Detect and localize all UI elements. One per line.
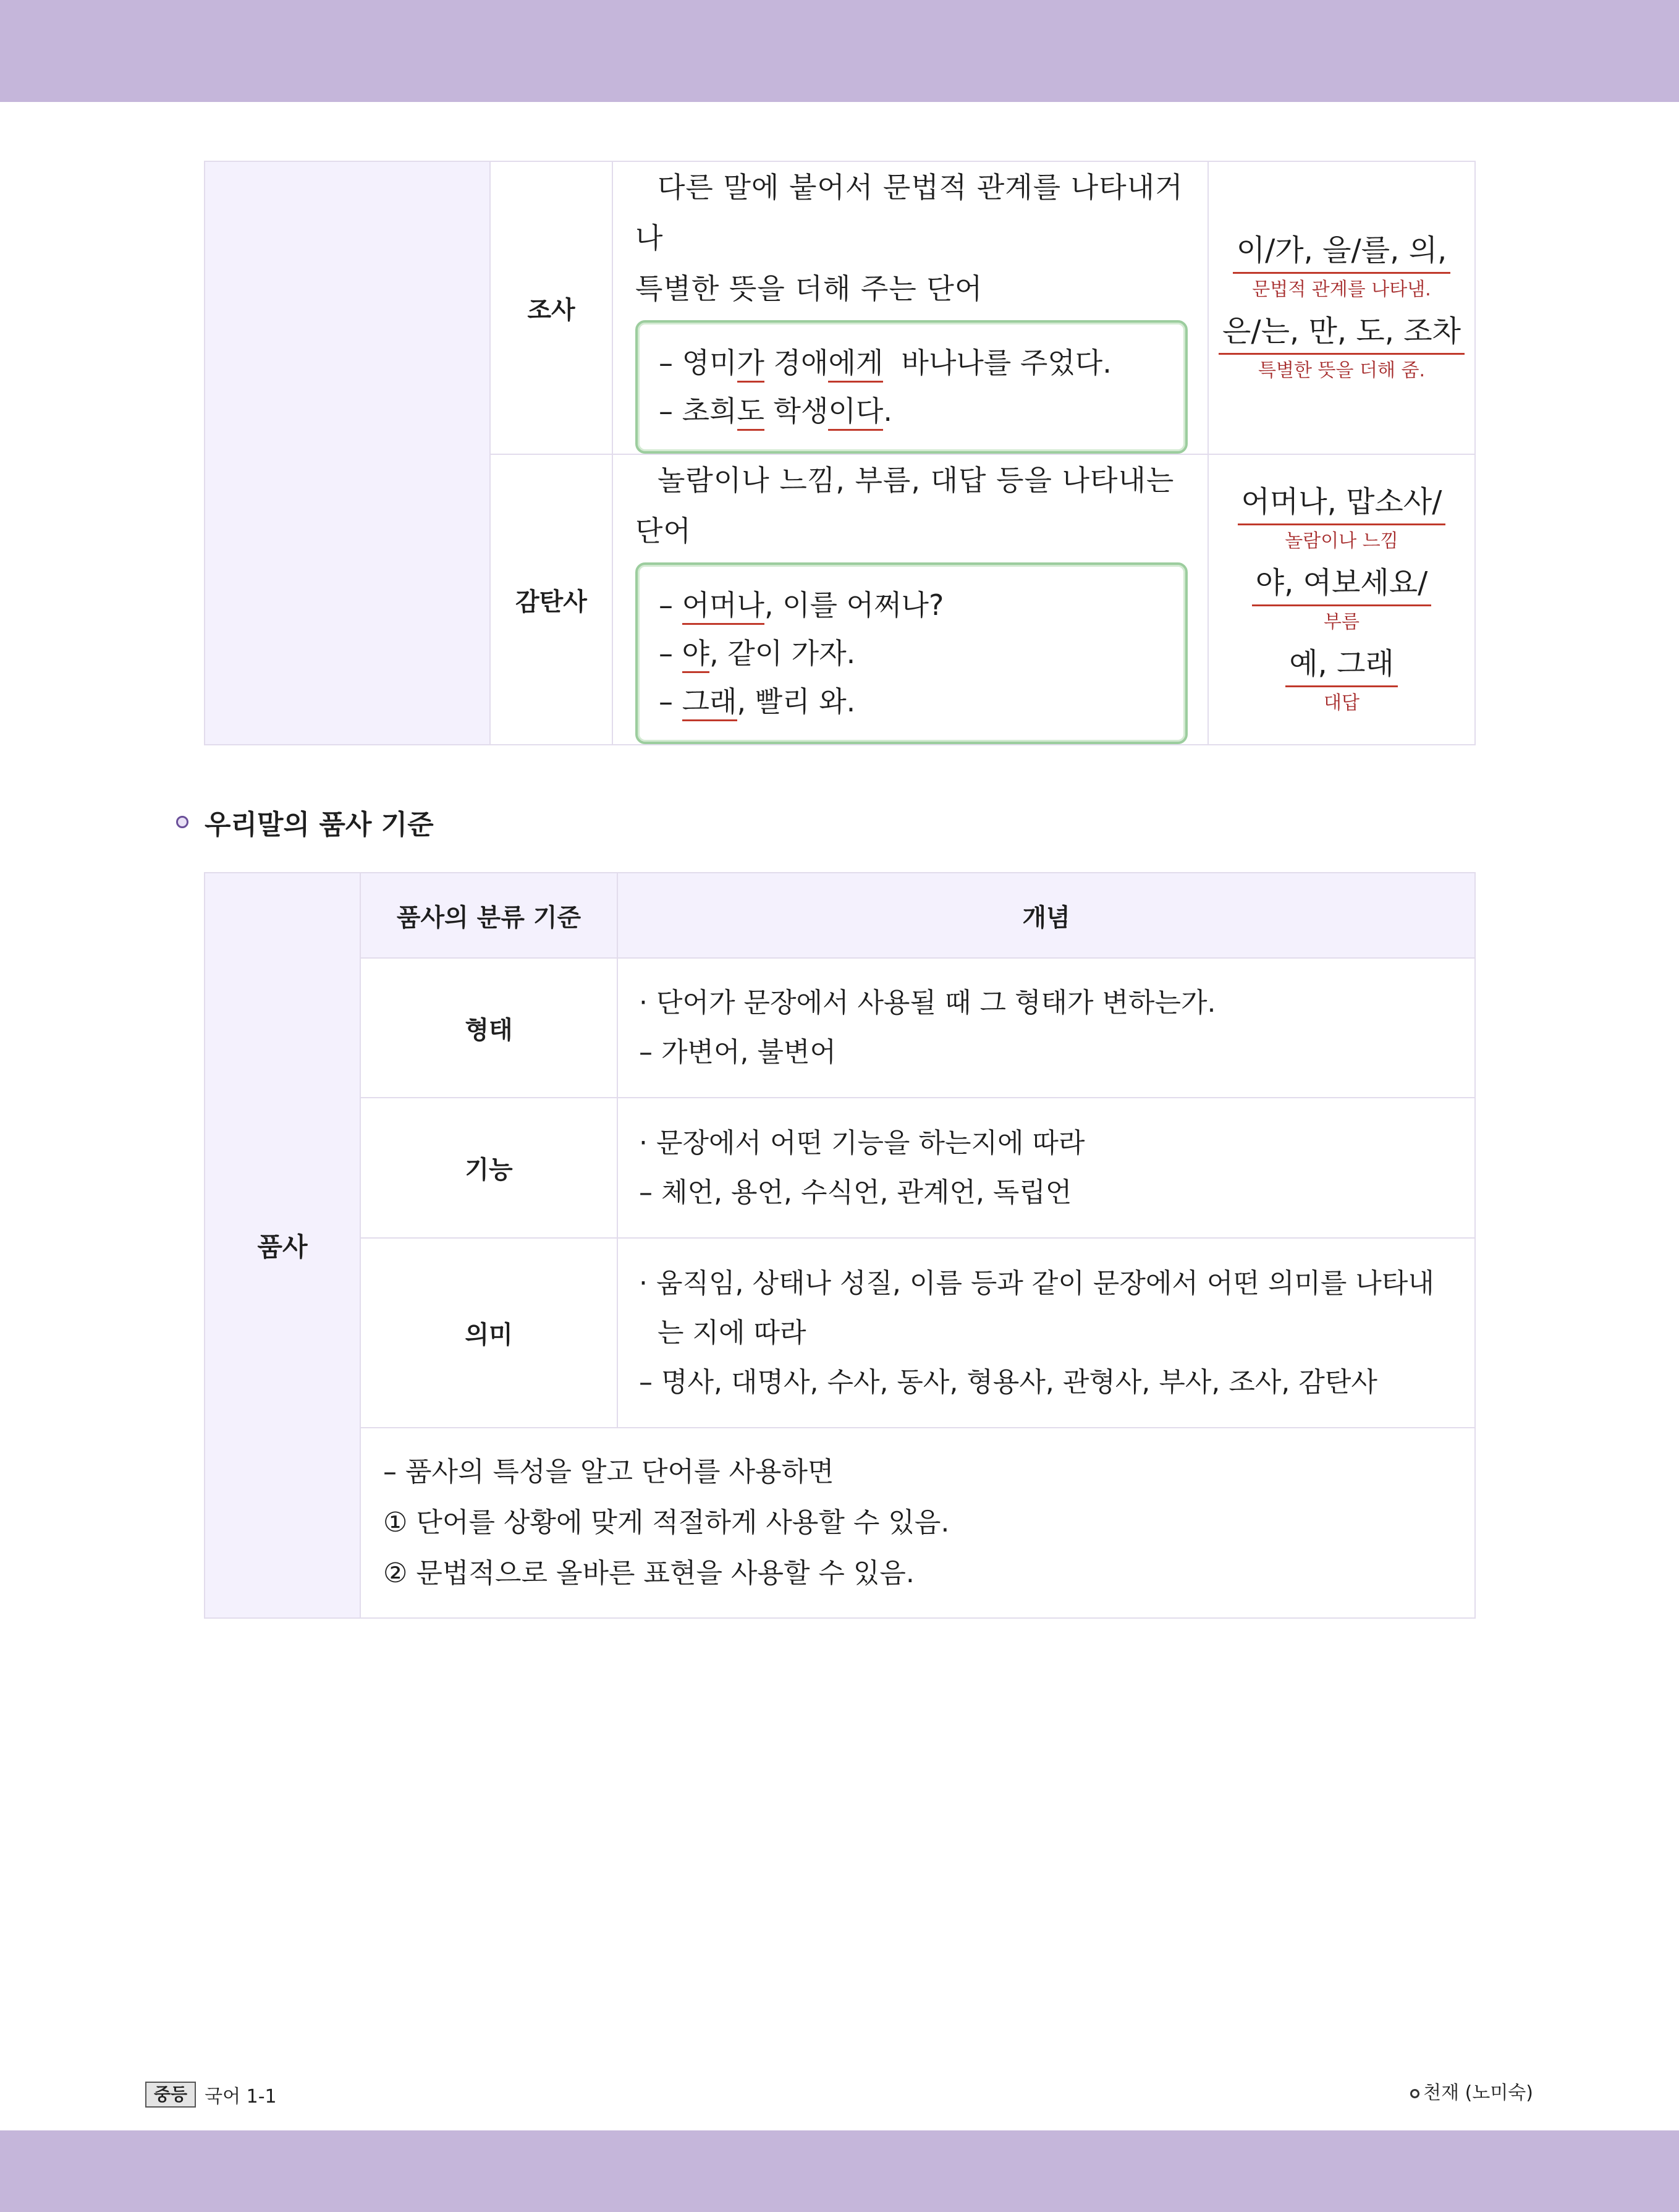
example-box-josa [635, 320, 1188, 454]
criteria-form: 형태 [360, 958, 617, 1098]
examples-cell-josa [1208, 161, 1475, 454]
table-row-josa [205, 161, 1475, 454]
sample-note: 대답 [1324, 692, 1360, 714]
level-badge: 중등 [145, 2082, 196, 2108]
example-line: – 어머나, 이를 어쩌나? [659, 581, 1164, 629]
sample-words: 야, 여보세요/ [1252, 561, 1432, 606]
definition-josa: 다른 말에 붙어서 문법적 관계를 나타내거나 특별한 뜻을 더해 주는 단어 [635, 171, 1183, 305]
concept-form: · 단어가 문장에서 사용될 때 그 형태가 변하는가. – 가변어, 불변어 [617, 958, 1475, 1098]
table-header-row [205, 873, 1475, 958]
bullet-circle-icon [176, 816, 188, 828]
definition-cell-gamtansa [612, 454, 1208, 745]
sample-note: 놀람이나 느낌 [1285, 530, 1398, 552]
circle-bullet-icon [1410, 2089, 1419, 2098]
pos-label-cell: 품사 [205, 873, 360, 1618]
table-row [205, 958, 1475, 1098]
definition-cell-josa [612, 161, 1208, 454]
concept-function: · 문장에서 어떤 기능을 하는지에 따라 – 체언, 용언, 수식언, 관계언, 독립언 [617, 1098, 1475, 1238]
sample-note: 문법적 관계를 나타냄. [1252, 279, 1431, 300]
criteria-function: 기능 [360, 1098, 617, 1238]
sample-words: 어머나, 맙소사/ [1238, 480, 1446, 525]
bottom-band [0, 2130, 1679, 2212]
example-line: – 야, 같이 가자. [659, 629, 1164, 677]
pos-name-gamtansa: 감탄사 [490, 454, 612, 745]
table-row [205, 1238, 1475, 1428]
example-line: – 그래, 빨리 와. [659, 677, 1164, 726]
table-row [205, 1098, 1475, 1238]
sample-note: 특별한 뜻을 더해 줌. [1258, 360, 1425, 381]
header-criteria: 품사의 분류 기준 [360, 873, 617, 958]
summary-cell: – 품사의 특성을 알고 단어를 사용하면 ① 단어를 상황에 맞게 적절하게 사용할 수 있음. ② 문법적으로 올바른 표현을 사용할 수 있음. [360, 1428, 1475, 1618]
category-cell [205, 161, 490, 745]
pos-name-josa: 조사 [490, 161, 612, 454]
sample-words: 이/가, 을/를, 의, [1233, 229, 1450, 274]
concept-meaning: · 움직임, 상태나 성질, 이름 등과 같이 문장에서 어떤 의미를 나타내는 지에 따라 – 명사, 대명사, 수사, 동사, 형용사, 관형사, 부사, 조사, 감탄사 [617, 1238, 1475, 1428]
criteria-meaning: 의미 [360, 1238, 617, 1428]
footer-left [145, 2081, 277, 2108]
definition-gamtansa: 놀람이나 느낌, 부름, 대답 등을 나타내는 단어 [635, 464, 1175, 548]
header-concept: 개념 [617, 873, 1475, 958]
footer-right [1410, 2081, 1533, 2106]
sample-words: 은/는, 만, 도, 조차 [1219, 310, 1465, 355]
pos-criteria-table [204, 872, 1476, 1619]
publisher-label: 천재 (노미숙) [1423, 2082, 1533, 2104]
example-line: – 초희도 학생이다. [659, 387, 1164, 435]
sample-words: 예, 그래 [1285, 642, 1398, 687]
example-box-gamtansa [635, 562, 1188, 744]
summary-row [205, 1428, 1475, 1618]
parts-of-speech-table-continued [204, 161, 1476, 745]
subject-label: 국어 1-1 [205, 2086, 277, 2108]
examples-cell-gamtansa [1208, 454, 1475, 745]
sample-note: 부름 [1324, 611, 1360, 633]
section-title: 우리말의 품사 기준 [205, 809, 434, 841]
example-line: – 영미가 경애에게 바나나를 주었다. [659, 339, 1164, 387]
top-band [0, 0, 1679, 102]
section-heading [176, 802, 434, 842]
